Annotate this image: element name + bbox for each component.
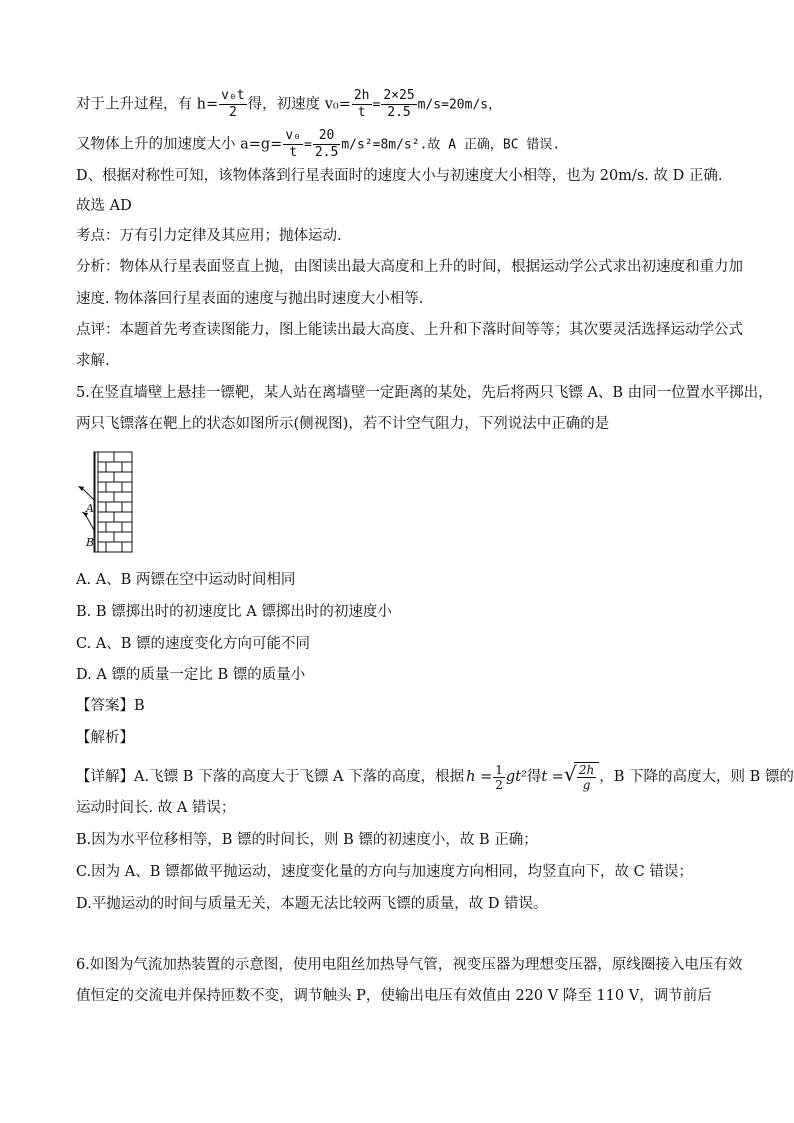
- fraction: $\frac{2h}{t}$: [353, 88, 370, 120]
- formula-t: t =: [541, 769, 564, 785]
- kaodian-line: 考点：万有引力定律及其应用；抛体运动.: [76, 228, 342, 244]
- fraction-half: $\frac{1}{2}$: [495, 762, 503, 792]
- equals: =: [304, 137, 312, 153]
- question-5-line-1: 5.在竖直墙壁上悬挂一镖靶，某人站在离墙壁一定距离的某处，先后将两只飞镖 A、B 由同一位置水平掷出，: [76, 385, 773, 401]
- fenxi-line-1: 分析：物体从行星表面竖直上抛，由图读出最大高度和上升的时间，根据运动学公式求出初速度和重力加: [76, 259, 743, 275]
- solution-line-3: D、根据对称性可知，该物体落到行星表面时的速度大小与初速度大小相等，也为 20m/s. 故 D 正确.: [76, 168, 723, 184]
- dart-a: [78, 486, 94, 500]
- text: 对于上升过程，有 h=: [76, 96, 219, 113]
- option-a: A. A、B 两镖在空中运动时间相同: [76, 572, 296, 588]
- text: ，B 下降的高度大，则 B 镖的: [599, 769, 794, 785]
- text: 得: [526, 769, 542, 785]
- solution-line-2: [76, 128, 560, 161]
- question-6-line-1: 6.如图为气流加热装置的示意图，使用电阻丝加热导气管，视变压器为理想变压器，原线圈接入电压有效: [76, 957, 743, 973]
- formula-h: h =: [466, 769, 493, 785]
- sqrt-formula: √ $\frac{2h}{g}$: [564, 762, 599, 792]
- option-d: D. A 镖的质量一定比 B 镖的质量小: [76, 667, 306, 683]
- analysis-label: 【解析】: [76, 730, 134, 746]
- solution-line-4: 故选 AD: [76, 198, 132, 214]
- label-b: B: [86, 536, 95, 549]
- fraction: $\frac{\text{v₀}}{t}$: [285, 128, 301, 160]
- option-c: C. A、B 镖的速度变化方向可能不同: [76, 636, 311, 652]
- fraction: $\frac{2\times 25}{2.5}$: [383, 88, 415, 120]
- answer-label: 【答案】B: [76, 698, 145, 714]
- detail-line-4: C.因为 A、B 镖都做平抛运动，速度变化量的方向与加速度方向相同，均竖直向下，故 C 错误；: [76, 864, 693, 880]
- detail-line-2: 运动时间长. 故 A 错误；: [76, 800, 236, 816]
- question-5-line-2: 两只飞镖落在靶上的状态如图所示(侧视图)，若不计空气阻力，下列说法中正确的是: [76, 416, 610, 432]
- equals: =: [372, 97, 381, 113]
- text: 得，初速度 v₀=: [247, 96, 351, 113]
- text: m/s²=8m/s².故 A 正确，BC 错误.: [341, 137, 561, 153]
- text: 【详解】A.飞镖 B 下落的高度大于飞镖 A 下落的高度，根据: [76, 769, 465, 785]
- dartboard-figure: [74, 450, 138, 556]
- detail-line-1: [76, 760, 794, 794]
- wall-target-diagram: [74, 450, 138, 556]
- detail-line-3: B.因为水平位移相等，B 镖的时间长，则 B 镖的初速度小，故 B 正确；: [76, 832, 538, 848]
- label-a: A: [86, 502, 94, 515]
- fraction: $\frac{\text{v₀t}}{2}$: [221, 88, 245, 120]
- fraction: $\frac{20}{2.5}$: [314, 128, 339, 160]
- text: m/s=20m/s，: [417, 97, 502, 113]
- dianping-line-2: 求解.: [76, 353, 110, 369]
- question-6-line-2: 值恒定的交流电并保持匝数不变，调节触头 P，使输出电压有效值由 220 V 降至 110 V，调节前后: [76, 988, 712, 1004]
- option-b: B. B 镖掷出时的初速度比 A 镖掷出时的初速度小: [76, 604, 392, 620]
- solution-line-1: [76, 88, 501, 121]
- fenxi-line-2: 速度. 物体落回行星表面的速度与抛出时速度大小相等.: [76, 291, 424, 307]
- sqrt-symbol-icon: √: [563, 762, 577, 786]
- dianping-line-1: 点评：本题首先考查读图能力，图上能读出最大高度、上升和下落时间等等；其次要灵活选择运动学公式: [76, 322, 743, 338]
- formula-gt2: gt²: [505, 769, 527, 785]
- text: 又物体上升的加速度大小 a=g=: [76, 136, 283, 153]
- detail-line-5: D.平抛运动的时间与质量无关，本题无法比较两飞镖的质量，故 D 错误。: [76, 896, 548, 912]
